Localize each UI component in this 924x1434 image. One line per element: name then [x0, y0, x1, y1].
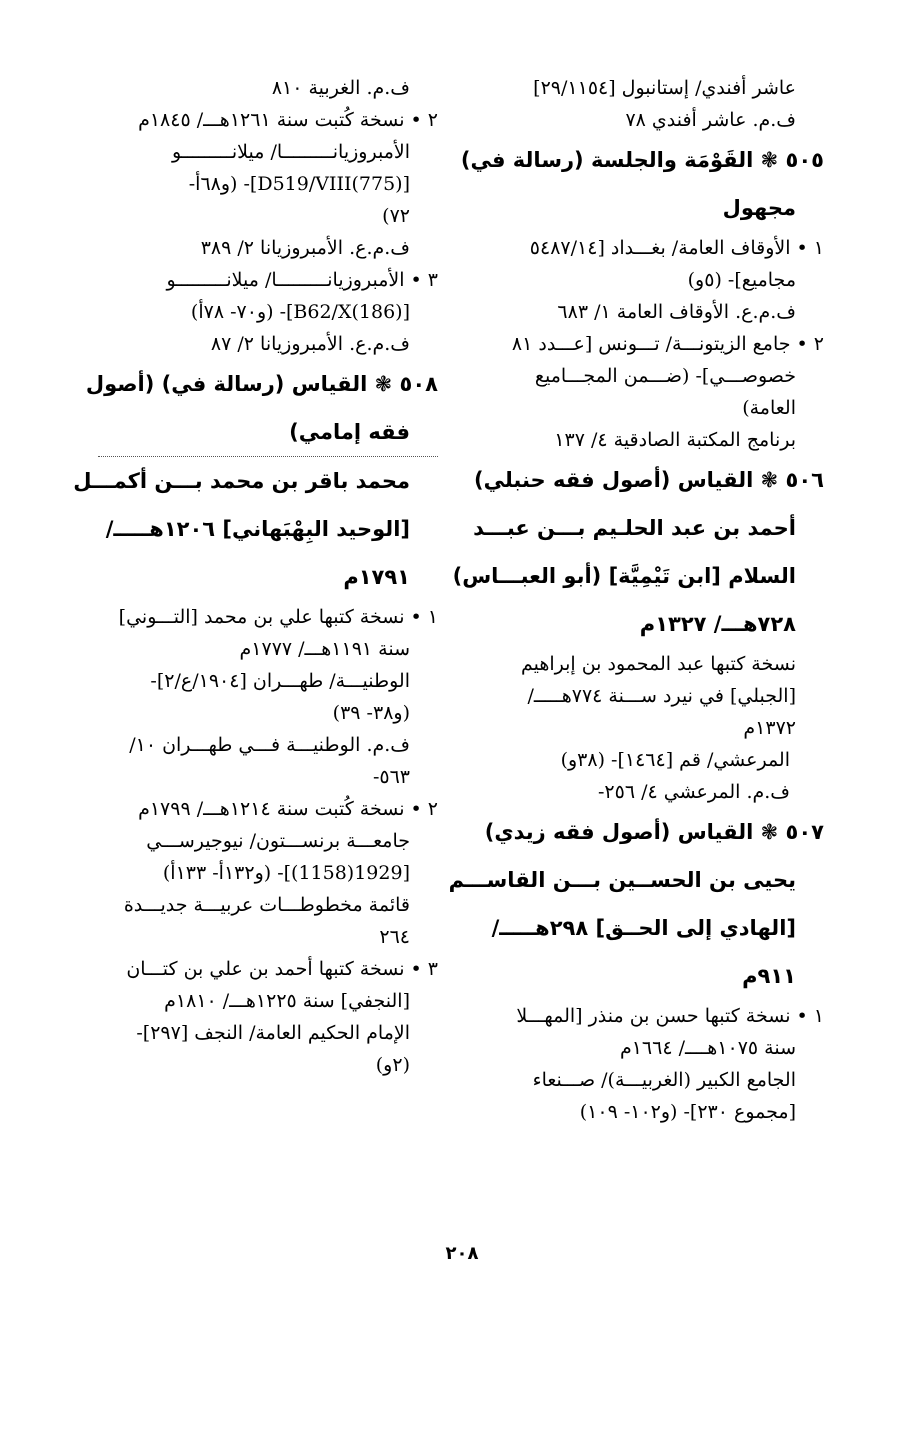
- text-line: ١٣٧٢م: [743, 717, 796, 739]
- text-line: قائمة مخطوطـــات عربيـــة جديـــدة: [123, 894, 410, 916]
- text-line: ٢ • نسخة كُتبت سنة ١٢٦١هـــ/ ١٨٤٥م: [138, 109, 438, 131]
- text-line: الجامع الكبير (الغربيـــة)/ صـــنعاء: [532, 1069, 796, 1091]
- text-line: ف.م. عاشر أفندي ٧٨: [625, 109, 796, 131]
- text-line: [الجبلي] في نيرد ســـنة ٧٧٤هـــــ/: [527, 685, 796, 707]
- text-line: ٢ • جامع الزيتونـــة/ تـــونس [عـــدد ٨١: [511, 333, 824, 355]
- entry-heading-line: فقه إمامي): [98, 408, 438, 457]
- text-line: العامة): [742, 397, 796, 419]
- text-line: ف.م.ع. الأمبروزيانا ٢/ ٣٨٩: [200, 237, 410, 259]
- text-line: الإمام الحكيم العامة/ النجف [٢٩٧]-: [136, 1022, 410, 1044]
- text-line: نسخة كتبها عبد المحمود بن إبراهيم: [520, 653, 796, 675]
- text-line: سنة ١١٩١هـــ/ ١٧٧٧م: [239, 638, 410, 660]
- text-line: ١ • الأوقاف العامة/ بغـــداد [٥٤٨٧/١٤: [529, 237, 824, 259]
- entry-heading-line: ٥٠٥ ❃ القَوْمَة والجلسة (رسالة في): [460, 148, 824, 172]
- text-line: ١ • نسخة كتبها علي بن محمد [التـــوني]: [118, 606, 438, 628]
- entry-heading-line: ٥٠٨ ❃ القياس (رسالة في) (أصول: [85, 372, 438, 396]
- text-line: ف.م. الغربية ٨١٠: [271, 77, 410, 99]
- text-line: ٣ • الأمبروزيانـــــــــا/ ميلانـــــــــو: [166, 269, 438, 291]
- text-line: عاشر أفندي/ إستانبول [٢٩/١١٥٤]: [533, 77, 796, 99]
- entry-heading-line: ٩١١م: [742, 964, 796, 988]
- page-number: ٢٠٨: [445, 1243, 479, 1264]
- entry-heading-line: ١٧٩١م: [343, 565, 410, 589]
- text-line: ٢ • نسخة كُتبت سنة ١٢١٤هـــ/ ١٧٩٩م: [138, 798, 438, 820]
- entry-heading-line: ٧٢٨هـــ/ ١٣٢٧م: [639, 612, 796, 636]
- entry-heading-line: أحمد بن عبد الحلـيم بـــن عبـــد: [473, 516, 796, 540]
- text-line: ١ • نسخة كتبها حسن بن منذر [المهـــلا: [516, 1005, 824, 1027]
- text-line: [1929(1158)]- (و١٣٢أ- ١٣٣أ): [162, 862, 410, 884]
- entry-heading-line: [الهادي إلى الحــق] ٢٩٨هـــــ/: [491, 916, 796, 940]
- text-line: [B62/X(186)]- (و٧٠- ٧٨أ): [190, 301, 410, 323]
- text-line: ف.م. الوطنيـــة فـــي طهـــران ١٠/: [129, 734, 410, 756]
- text-line: مجاميع]- (٥و): [687, 269, 796, 291]
- left-column: [73, 72, 438, 1081]
- text-line: ٥٦٣-: [372, 766, 410, 788]
- entry-heading-line: مجهول: [722, 196, 796, 220]
- entry-heading-line: محمد باقر بن محمد بـــن أكمـــل: [73, 469, 410, 493]
- text-line: ف.م.ع. الأمبروزيانا ٢/ ٨٧: [210, 333, 410, 355]
- entry-heading-line: يحيى بن الحســين بـــن القاســـم: [448, 868, 796, 892]
- entry-heading-line: ٥٠٧ ❃ القياس (أصول فقه زيدي): [484, 820, 824, 844]
- text-line: الأمبروزيانـــــــــا/ ميلانـــــــــو: [171, 141, 410, 163]
- text-line: [النجفي] سنة ١٢٢٥هـــ/ ١٨١٠م: [164, 990, 410, 1012]
- text-line: ٧٢): [382, 205, 410, 227]
- text-line: ف.م.ع. الأوقاف العامة ١/ ٦٨٣: [557, 301, 796, 323]
- text-line: المرعشي/ قم [١٤٦٤]- (٣٨و): [560, 749, 790, 771]
- text-line: (و٣٨- ٣٩): [332, 702, 410, 724]
- text-line: الوطنيـــة/ طهـــران [١٩٠٤/ع/٢]-: [150, 670, 410, 692]
- right-column: [448, 72, 824, 1128]
- text-line: سنة ١٠٧٥هــــ/ ١٦٦٤م: [619, 1037, 796, 1059]
- text-line: (٢و): [375, 1054, 410, 1076]
- entry-heading-line: ٥٠٦ ❃ القياس (أصول فقه حنبلي): [473, 468, 824, 492]
- text-line: [D519/VIII(775)]- (و٦٨أ-: [188, 173, 410, 195]
- entry-heading-line: السلام [ابن تَيْمِيَّة] (أبو العبـــاس): [452, 564, 796, 588]
- text-line: ف.م. المرعشي ٤/ ٢٥٦-: [598, 781, 790, 803]
- text-line: [مجموع ٢٣٠]- (و١٠٢- ١٠٩): [579, 1101, 796, 1123]
- text-line: خصوصـــي]- (ضـــمن المجـــاميع: [534, 365, 796, 387]
- text-line: جامعـــة برنســـتون/ نيوجيرســـي: [146, 830, 410, 852]
- entry-heading-line: [الوحيد البِهْبَهاني] ١٢٠٦هـــــ/: [105, 517, 410, 541]
- text-line: برنامج المكتبة الصادقية ٤/ ١٣٧: [554, 429, 796, 451]
- text-line: ٣ • نسخة كتبها أحمد بن علي بن كتـــان: [126, 958, 438, 980]
- text-line: ٢٦٤: [379, 926, 410, 948]
